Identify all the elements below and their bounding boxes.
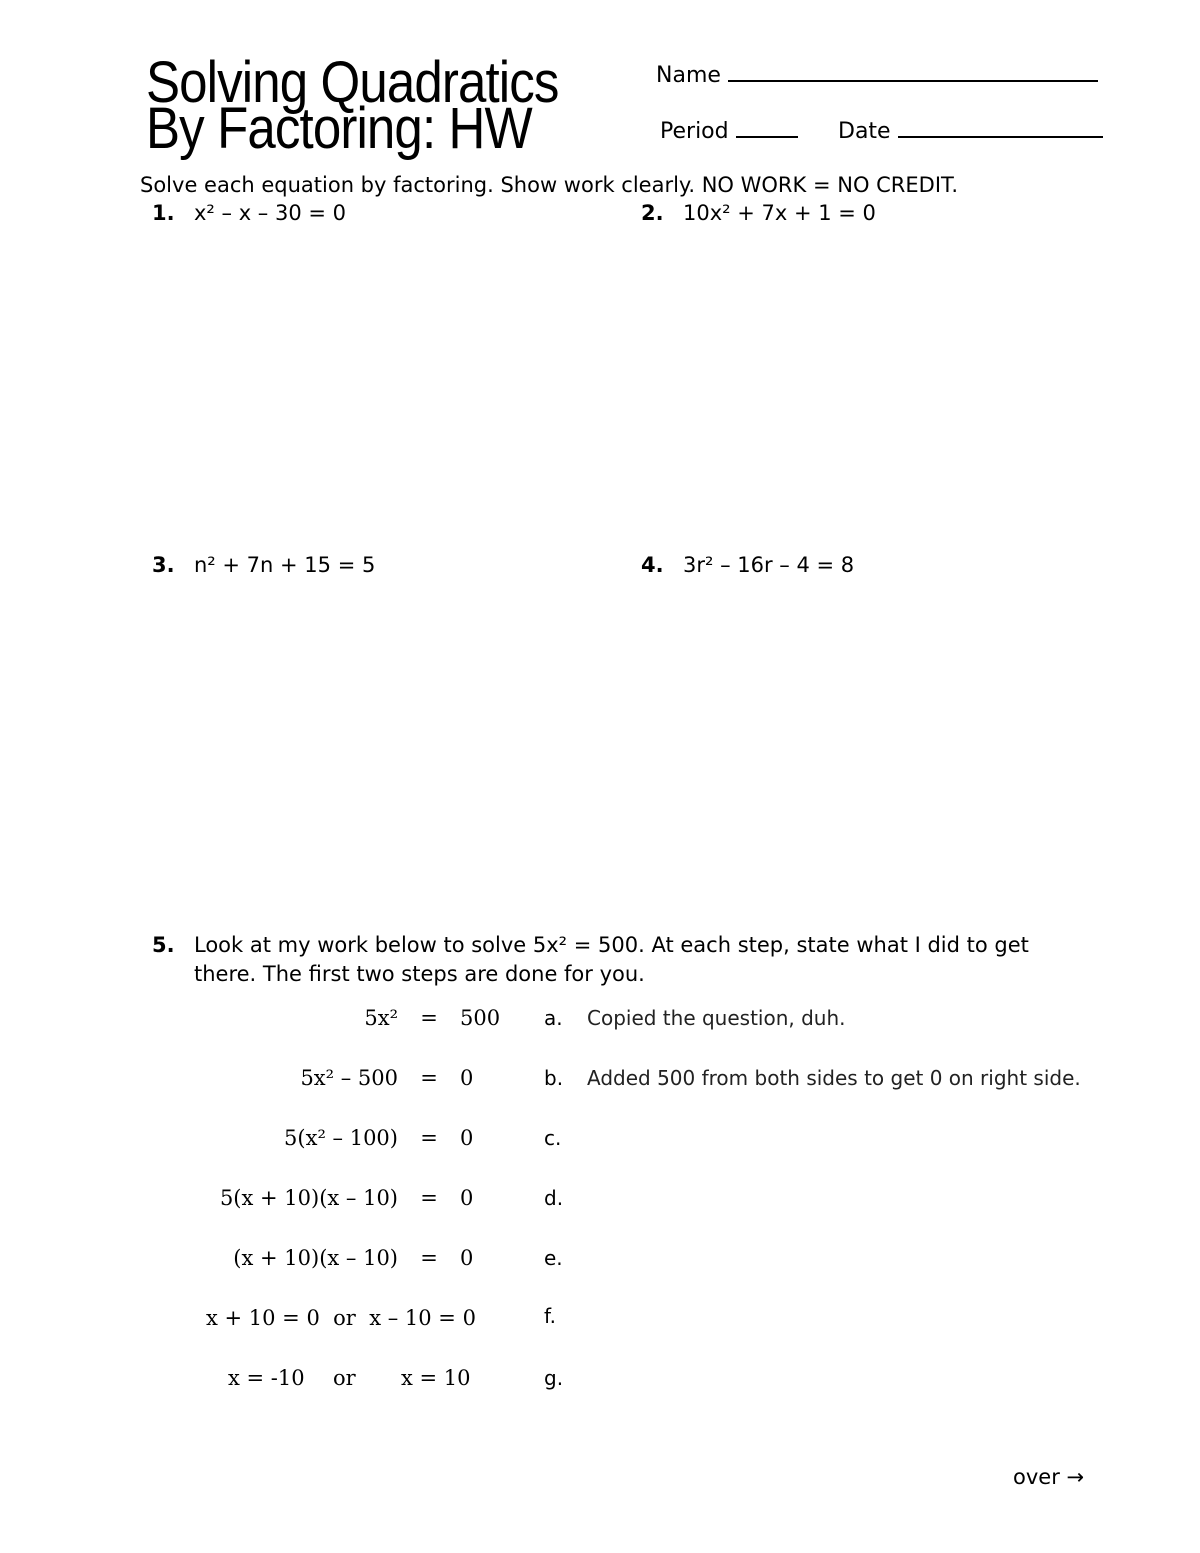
step-g-label: g.: [544, 1366, 564, 1390]
problem-5-prompt-line2: there. The first two steps are done for you.: [194, 962, 645, 986]
period-label: Period: [660, 119, 729, 144]
step-d-label: d.: [544, 1186, 564, 1210]
date-label: Date: [838, 119, 891, 144]
problem-4-equation: 3r² – 16r – 4 = 8: [683, 553, 855, 577]
date-field: [838, 116, 1103, 144]
step-a-equals: =: [420, 1006, 438, 1030]
problem-3-equation: n² + 7n + 15 = 5: [194, 553, 376, 577]
name-label: Name: [656, 63, 721, 88]
step-b-equals: =: [420, 1066, 438, 1090]
worksheet-title-line2: By Factoring: HW: [146, 96, 532, 161]
step-e-answer-space[interactable]: [587, 1246, 1067, 1270]
step-g-answer-space[interactable]: [587, 1366, 1067, 1390]
step-b-right: 0: [460, 1066, 474, 1090]
step-d-answer-space[interactable]: [587, 1186, 1067, 1210]
step-e-label: e.: [544, 1246, 563, 1270]
step-b-left: 5x² – 500: [300, 1066, 398, 1090]
problem-1-equation: x² – x – 30 = 0: [194, 201, 347, 225]
period-field: [660, 116, 798, 144]
step-f-answer-space[interactable]: [587, 1304, 1067, 1328]
step-c-right: 0: [460, 1126, 474, 1150]
step-d-right: 0: [460, 1186, 474, 1210]
period-blank[interactable]: [736, 116, 798, 138]
step-b-answer: Added 500 from both sides to get 0 on right side.: [587, 1066, 1081, 1090]
instructions: Solve each equation by factoring. Show work clearly. NO WORK = NO CREDIT.: [140, 173, 959, 197]
problem-5-number: 5.: [152, 933, 175, 957]
date-blank[interactable]: [898, 116, 1103, 138]
step-e-left: (x + 10)(x – 10): [233, 1246, 398, 1270]
problem-4-number: 4.: [641, 553, 664, 577]
step-g-or: or: [333, 1366, 356, 1390]
step-c-label: c.: [544, 1126, 562, 1150]
step-d-left: 5(x + 10)(x – 10): [219, 1186, 398, 1210]
name-blank[interactable]: [728, 60, 1098, 82]
step-e-right: 0: [460, 1246, 474, 1270]
step-b-label: b.: [544, 1066, 564, 1090]
step-e-equals: =: [420, 1246, 438, 1270]
step-a-answer: Copied the question, duh.: [587, 1006, 846, 1030]
step-c-left: 5(x² – 100): [284, 1126, 398, 1150]
step-a-left: 5x²: [364, 1006, 398, 1030]
problem-2-number: 2.: [641, 201, 664, 225]
problem-3-number: 3.: [152, 553, 175, 577]
step-c-answer-space[interactable]: [587, 1126, 1067, 1150]
step-g-left: x = -10: [228, 1366, 305, 1390]
step-c-equals: =: [420, 1126, 438, 1150]
step-f-label: f.: [544, 1304, 556, 1328]
step-g-right: x = 10: [401, 1366, 471, 1390]
problem-1-number: 1.: [152, 201, 175, 225]
worksheet-title-line1: Solving Quadratics: [146, 50, 559, 115]
step-a-label: a.: [544, 1006, 563, 1030]
problem-2-equation: 10x² + 7x + 1 = 0: [683, 201, 876, 225]
step-f-left: x + 10 = 0 or x – 10 = 0: [206, 1306, 476, 1330]
problem-5-prompt-line1: Look at my work below to solve 5x² = 500. At each step, state what I did to get: [194, 933, 1029, 957]
step-d-equals: =: [420, 1186, 438, 1210]
name-field: [656, 60, 1098, 88]
over-arrow-note: over →: [1013, 1465, 1085, 1489]
step-a-right: 500: [460, 1006, 501, 1030]
